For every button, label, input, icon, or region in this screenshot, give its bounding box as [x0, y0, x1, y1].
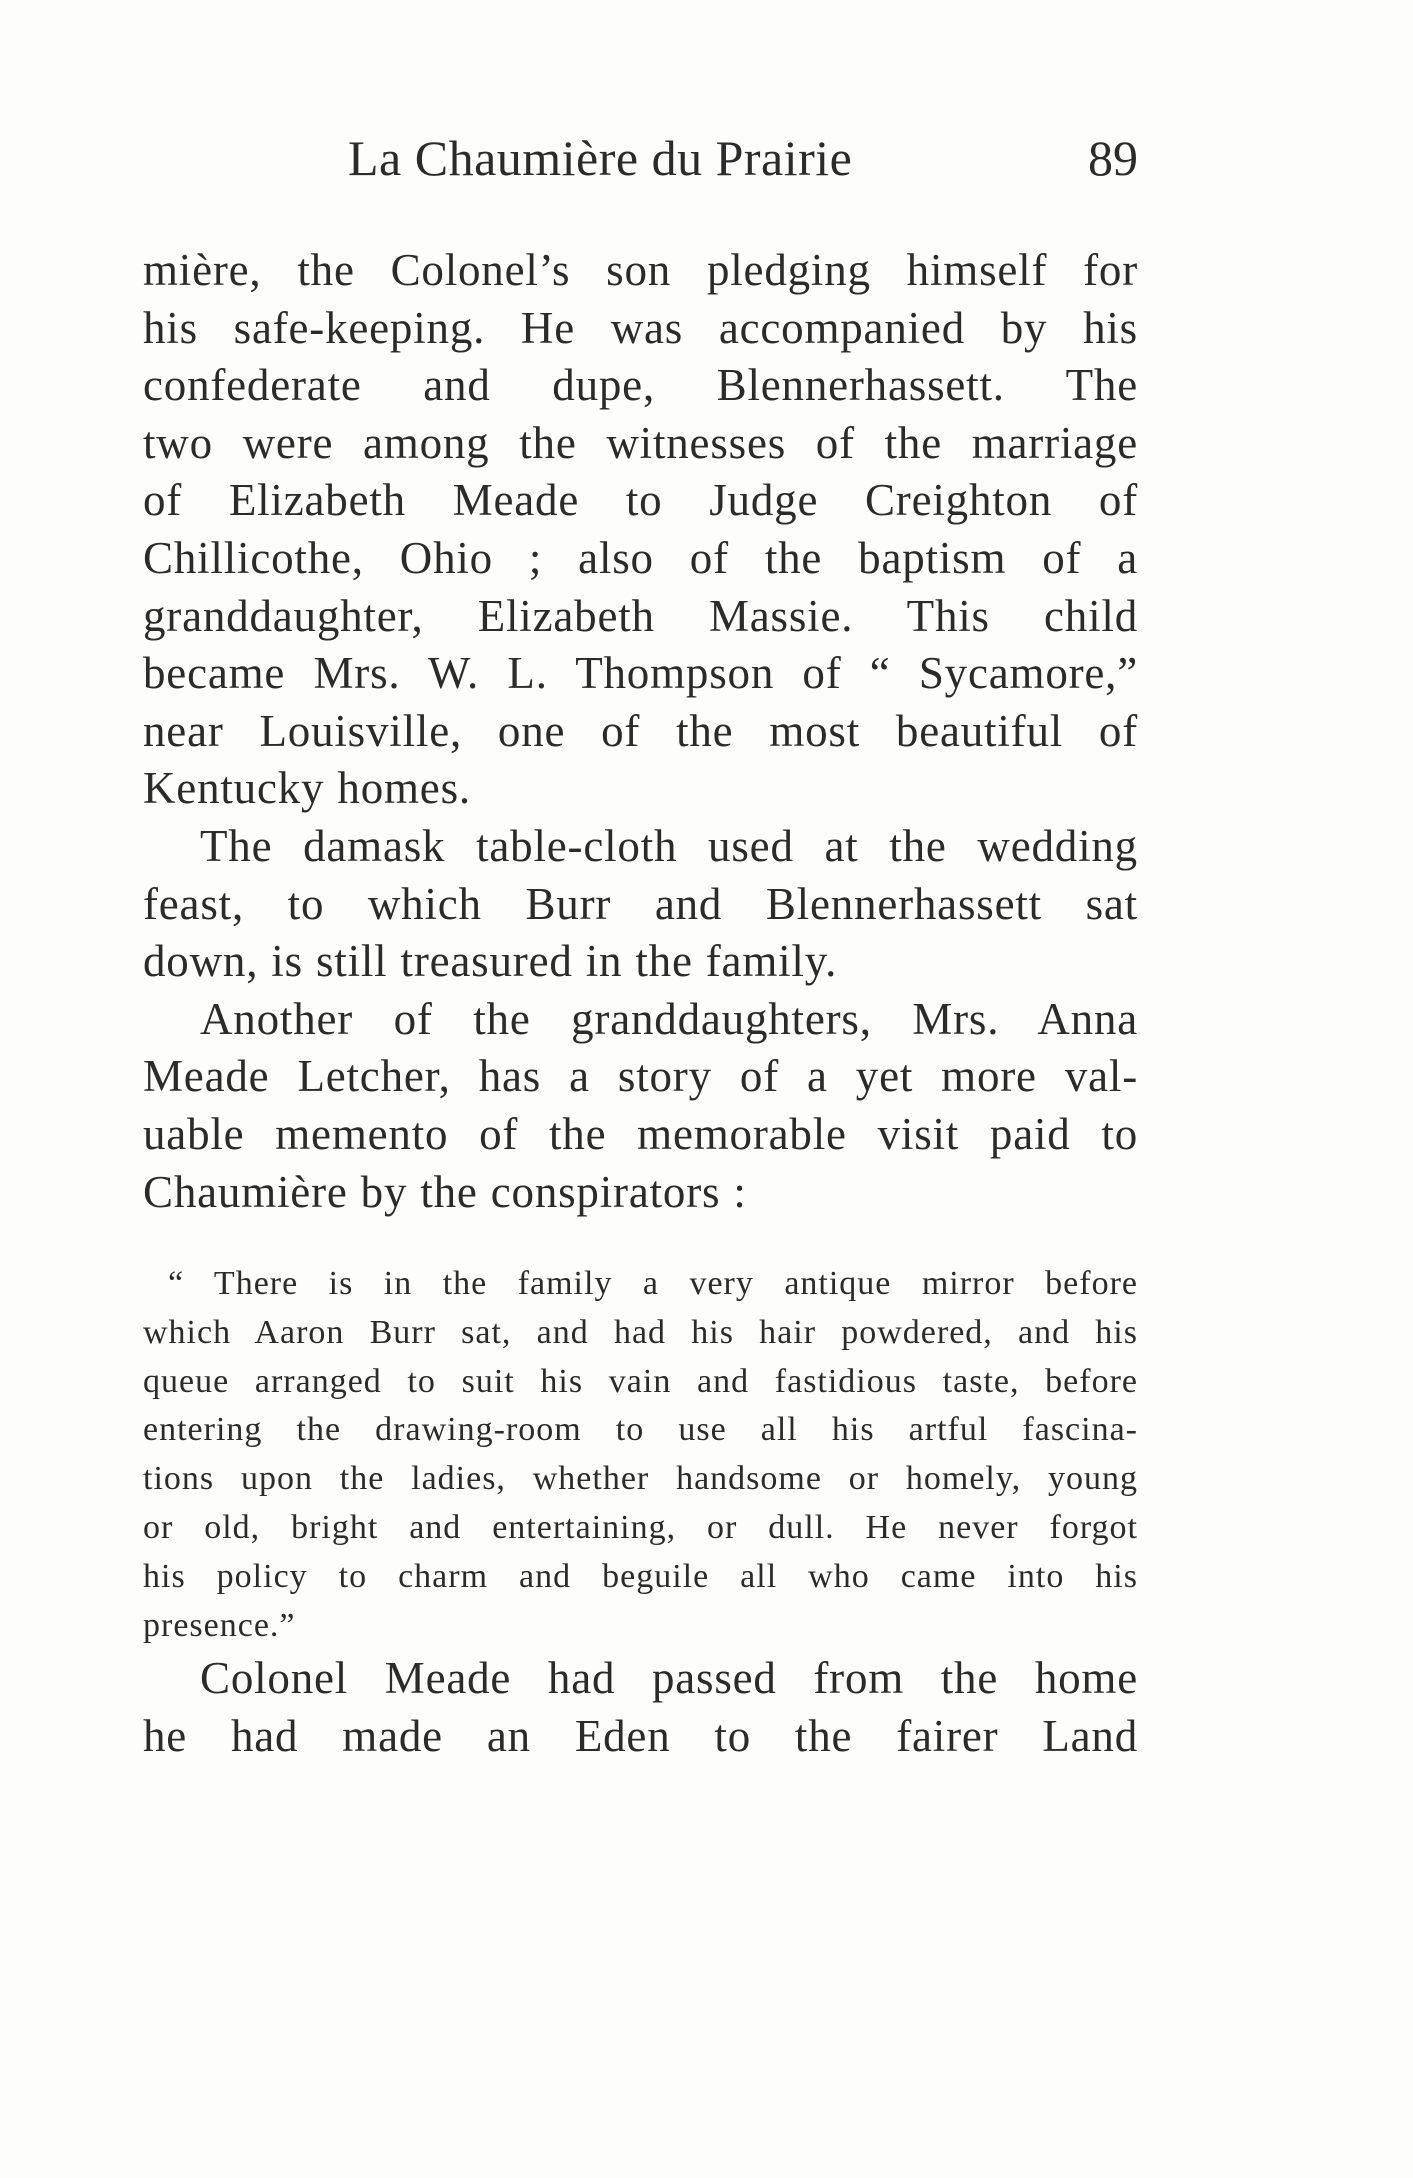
paragraph [143, 991, 1138, 1221]
text-line: near Louisville, one of the most beautiful of [143, 705, 1138, 756]
quote-line: or old, bright and entertaining, or dull. He never forgot [143, 1508, 1138, 1546]
quote-line: entering the drawing-room to use all his artful fascina- [143, 1411, 1138, 1449]
text-line: confederate and dupe, Blennerhassett. The [143, 360, 1138, 411]
page-header [348, 128, 1138, 188]
closing-text [143, 1650, 1138, 1765]
text-line: of Elizabeth Meade to Judge Creighton of [143, 475, 1138, 526]
quote-line: his policy to charm and beguile all who came into his [143, 1557, 1138, 1595]
text-line: his safe-keeping. He was accompanied by his [143, 302, 1138, 353]
body-text [143, 242, 1138, 1221]
paragraph [143, 242, 1138, 818]
quote-line: queue arranged to suit his vain and fastidious taste, before [143, 1362, 1138, 1400]
text-line: Chillicothe, Ohio ; also of the baptism of a [143, 532, 1138, 583]
text-line: he had made an Eden to the fairer Land [143, 1710, 1138, 1761]
text-line: granddaughter, Elizabeth Massie. This child [143, 590, 1138, 641]
text-line: Kentucky homes. [143, 763, 471, 814]
running-head: La Chaumière du Prairie [348, 130, 853, 186]
text-line: Meade Letcher, has a story of a yet more val- [143, 1051, 1138, 1102]
text-line: feast, to which Burr and Blennerhassett sat [143, 878, 1138, 929]
quote-line: presence.” [143, 1606, 296, 1644]
quote-line: tions upon the ladies, whether handsome or homely, young [143, 1460, 1138, 1498]
text-line: down, is still treasured in the family. [143, 936, 838, 987]
text-line: Chaumière by the conspirators : [143, 1166, 747, 1217]
text-line: mière, the Colonel’s son pledging himself for [143, 245, 1138, 295]
text-line: Another of the granddaughters, Mrs. Anna [200, 993, 1138, 1044]
quote-line: which Aaron Burr sat, and had his hair powdered, and his [143, 1313, 1138, 1351]
text-line: uable memento of the memorable visit paid to [143, 1108, 1138, 1159]
paragraph [143, 818, 1138, 991]
quote-line: “ There is in the family a very antique mirror before [168, 1265, 1138, 1302]
block-quote [143, 1260, 1138, 1650]
text-line: two were among the witnesses of the marriage [143, 417, 1138, 468]
text-line: Colonel Meade had passed from the home [200, 1653, 1138, 1703]
page-number: 89 [1088, 130, 1138, 186]
text-line: became Mrs. W. L. Thompson of “ Sycamore,” [143, 648, 1138, 699]
text-line: The damask table-cloth used at the wedding [200, 820, 1138, 871]
